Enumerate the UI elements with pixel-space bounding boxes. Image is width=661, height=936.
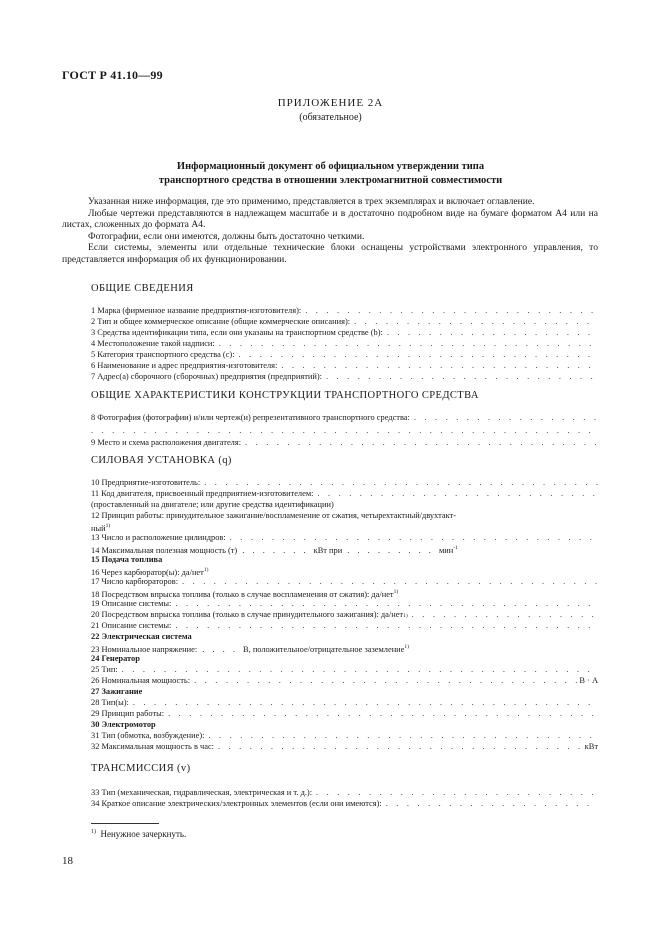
leader-dots	[208, 730, 598, 741]
form-item-14: 14 Максимальная полезная мощность (т) . . . . . . . кВт при . . . . . . . . . мин$^{-1}$	[91, 545, 458, 555]
intro-paragraph: Если системы, элементы или отдельные технические блоки оснащены устройствами электронного управления, то представляется информация об их функционировании.	[62, 242, 598, 265]
unit-label: кВт	[584, 742, 598, 751]
form-item-21: 21 Описание системы: . . .	[91, 620, 598, 631]
footnote-ref: 1)	[105, 523, 111, 529]
form-item-19: 19 Описание системы: . . .	[91, 598, 598, 609]
form-item-6: 6 Наименование и адрес предприятия-изготовителя: . . .	[91, 360, 598, 371]
annex-title: ПРИЛОЖЕНИЕ 2А	[277, 97, 384, 109]
leader-dots	[414, 412, 598, 423]
form-item-8: 8 Фотография (фотографии) и/или чертеж(и) репрезентативного транспортного средства: . . .	[91, 412, 598, 423]
leader-dots	[168, 708, 598, 719]
form-item-17: 17 Число карбюраторов: . . .	[91, 576, 598, 587]
leader-dots	[194, 675, 577, 686]
footnote: $^{1)}$ Ненужное зачеркнуть.	[91, 829, 187, 839]
form-item-5: 5 Категория транспортного средства (с): . . .	[91, 349, 598, 360]
leader-dots	[218, 741, 583, 752]
intro-text	[62, 196, 598, 266]
leader-dots	[316, 787, 598, 798]
document-title	[0, 160, 661, 188]
leader-dots	[204, 477, 598, 488]
form-item-28: 28 Тип(ы): . . .	[91, 697, 598, 708]
leader-dots	[219, 338, 598, 349]
form-item-18: 18 Посредством впрыска топлива (только в случае воспламенения от сжатия): да/нет$^{1)}$	[91, 589, 399, 599]
leader-dots	[281, 360, 598, 371]
footnote-ref: -1	[453, 545, 458, 551]
intro-paragraph: Указанная ниже информация, где это применимо, представляется в трех экземплярах и включает оглавление.	[88, 196, 535, 207]
intro-paragraph: Любые чертежи представляются в надлежащем масштабе и в достаточно подробном виде на бумаге форматом А4 или на листах, сложенных до формата А4.	[62, 207, 598, 231]
footnote-ref: 1)	[403, 613, 408, 619]
form-item-15: 15 Подача топлива	[91, 555, 163, 564]
intro-paragraph: Фотографии, если они имеются, должны быть достаточно четкими.	[88, 230, 365, 242]
leader-dots	[317, 488, 598, 499]
form-item-34: 34 Краткое описание электрических/электронных элементов (если они имеются): . . .	[91, 798, 598, 809]
form-item-3: 3 Средства идентификации типа, если они указаны на транспортном средстве (b): . . .	[91, 327, 598, 338]
form-item-23: 23 Номинальное напряжение: . . . . В, положительное/отрицательное заземление$^{1)}$	[91, 644, 409, 654]
form-item-13: 13 Число и расположение цилиндров: . . .	[91, 532, 598, 543]
form-item-26: 26 Номинальная мощность: . . . В · А	[91, 675, 598, 686]
form-item-4: 4 Местоположение такой надписи: . . .	[91, 338, 598, 349]
form-item-31: 31 Тип (обмотка, возбуждение): . . .	[91, 730, 598, 741]
leader-dots	[326, 371, 598, 382]
form-item-2: 2 Тип и общее коммерческое описание (общие коммерческие описания): . . .	[91, 316, 598, 327]
section-heading-general: ОБЩИЕ СВЕДЕНИЯ	[91, 283, 194, 294]
unit-label: В · А	[579, 676, 598, 685]
form-item-11: 11 Код двигателя, присвоенный предприятием-изготовителем: . . .	[91, 488, 598, 499]
document-title-line-1: Информационный документ об официальном утверждении типа	[176, 161, 485, 172]
leader-dots	[230, 532, 598, 543]
leader-dots	[133, 697, 598, 708]
footnote-divider	[91, 823, 159, 824]
leader-dots	[387, 327, 598, 338]
form-item-20: 20 Посредством впрыска топлива (только в случае принудительного зажигания): да/нет $_{1)}$ . . .	[91, 609, 598, 620]
form-item-33: 33 Тип (механическая, гидравлическая, электрическая и т. д.): . . .	[91, 787, 598, 798]
form-item-29: 29 Принцип работы: . . .	[91, 708, 598, 719]
form-item-32: 32 Максимальная мощность в час: . . . кВт	[91, 741, 598, 752]
leader-dots	[305, 305, 598, 316]
leader-dots	[175, 598, 598, 609]
form-item-27: 27 Зажигание	[91, 687, 143, 696]
footnote-mark: 1)	[91, 829, 96, 835]
section-heading-design: ОБЩИЕ ХАРАКТЕРИСТИКИ КОНСТРУКЦИИ ТРАНСПОРТНОГО СРЕДСТВА	[91, 390, 479, 401]
form-item-7: 7 Адрес(а) сборочного (сборочных) предприятия (предприятий): . . .	[91, 371, 598, 382]
leader-dots	[386, 798, 598, 809]
form-item-24: 24 Генератор	[91, 654, 140, 663]
annex-subtitle: (обязательное)	[299, 112, 362, 123]
leader-dots	[122, 664, 598, 675]
form-item-11-note: (проставленный на двигателе; или другие средства идентификации)	[91, 500, 334, 509]
document-title-line-2: транспортного средства в отношении электромагнитной совместимости	[158, 175, 503, 186]
page-number: 18	[62, 855, 73, 867]
form-item-10: 10 Предприятие-изготовитель: . . .	[91, 477, 598, 488]
leader-dots	[412, 609, 598, 620]
form-item-1: 1 Марка (фирменное название предприятия-изготовителя): . . .	[91, 305, 598, 316]
leader-dots	[239, 349, 598, 360]
footnote-ref: 1)	[393, 589, 399, 595]
footnote-ref: 1)	[203, 567, 209, 573]
form-item-12-cont: ный$^{1)}$	[91, 523, 111, 533]
form-item-12: 12 Принцип работы: принудительное зажигание/воспламенение от сжатия, четырехтактный/двухтакт-	[91, 511, 456, 520]
leader-dots	[175, 620, 598, 631]
form-item-16: 16 Через карбюратор(ы): да/нет$^{1)}$	[91, 567, 209, 577]
standard-header: ГОСТ Р 41.10—99	[62, 68, 163, 82]
leader-dots	[354, 316, 598, 327]
section-heading-power: СИЛОВАЯ УСТАНОВКА (q)	[91, 455, 232, 466]
form-item-9: 9 Место и схема расположения двигателя: . . .	[91, 437, 598, 448]
section-heading-transmission: ТРАНСМИССИЯ (v)	[91, 763, 191, 774]
form-item-22: 22 Электрическая система	[91, 632, 192, 641]
footnote-ref: 1)	[404, 644, 409, 650]
form-item-30: 30 Электромотор	[91, 720, 156, 729]
leader-dots	[182, 576, 598, 587]
leader-dots	[245, 437, 598, 448]
leader-dots-line	[91, 425, 598, 436]
form-item-25: 25 Тип: . . .	[91, 664, 598, 675]
